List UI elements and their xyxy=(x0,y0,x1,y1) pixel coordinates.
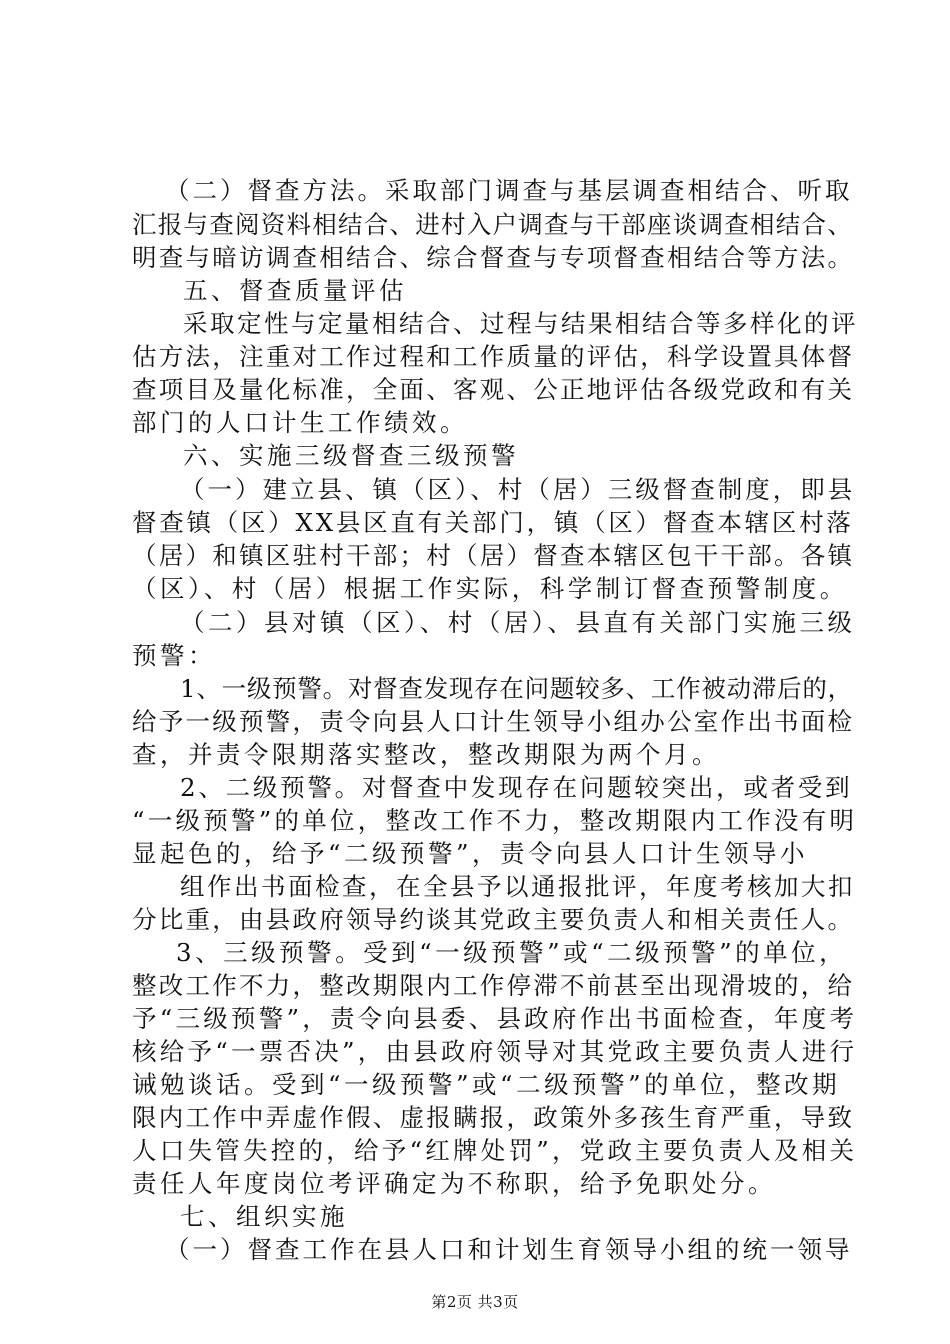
text-line: 1、一级预警。对督查发现存在问题较多、工作被动滞后的， xyxy=(180,674,853,703)
text-line: 整改工作不力，整改期限内工作停滞不前甚至出现滑坡的，给 xyxy=(132,971,855,1000)
text-line: 2、二级预警。对督查中发现存在问题较突出，或者受到 xyxy=(180,773,853,802)
text-line: 督查镇（区）XX县区直有关部门，镇（区）督查本辖区村落 xyxy=(132,508,854,537)
text-line: 显起色的，给予“二级预警”，责令向县人口计生领导小 xyxy=(132,839,809,868)
text-line: 查，并责令限期落实整改，整改期限为两个月。 xyxy=(132,740,720,769)
text-line: 人口失管失控的，给予“红牌处罚”，党政主要负责人及相关 xyxy=(132,1136,858,1165)
text-line: 限内工作中弄虚作假、虚报瞒报，政策外多孩生育严重，导致 xyxy=(132,1103,855,1132)
text-line: （区）、村（居）根据工作实际，科学制订督查预警制度。 xyxy=(132,574,848,603)
text-line: 予“三级预警”，责令向县委、县政府作出书面检查，年度考 xyxy=(132,1004,858,1033)
section-heading: 五、督查质量评估 xyxy=(183,276,407,305)
text-line: 诫勉谈话。受到“一级预警”或“二级预警”的单位，整改期 xyxy=(132,1070,841,1099)
text-line: 明查与暗访调查相结合、综合督查与专项督查相结合等方法。 xyxy=(132,243,855,272)
text-line: 给予一级预警，责令向县人口计生领导小组办公室作出书面检 xyxy=(132,707,855,736)
text-line: （一）建立县、镇（区）、村（居）三级督查制度，即县 xyxy=(180,475,856,504)
text-line: 组作出书面检查，在全县予以通报批评，年度考核加大扣 xyxy=(180,872,855,901)
section-heading: 六、实施三级督查三级预警 xyxy=(183,441,519,470)
text-line: 部门的人口计生工作绩效。 xyxy=(132,408,468,437)
text-line: 查项目及量化标准，全面、客观、公正地评估各级党政和有关 xyxy=(132,375,855,404)
text-line: 预警： xyxy=(132,641,216,670)
text-line: 采取定性与定量相结合、过程与结果相结合等多样化的评 xyxy=(183,309,858,338)
text-line: （居）和镇区驻村干部；村（居）督查本辖区包干干部。各镇 xyxy=(132,541,855,570)
text-line: （二）督查方法。采取部门调查与基层调查相结合、听取 xyxy=(165,176,853,205)
text-line: （二）县对镇（区）、村（居）、县直有关部门实施三级 xyxy=(180,608,856,637)
text-line: 核给予“一票否决”，由县政府领导对其党政主要负责人进行 xyxy=(132,1037,858,1066)
text-line: 责任人年度岗位考评确定为不称职，给予免职处分。 xyxy=(132,1169,776,1198)
text-line: “一级预警”的单位，整改工作不力，整改期限内工作没有明 xyxy=(132,806,858,835)
section-heading: 七、组织实施 xyxy=(180,1202,348,1231)
text-line: 3、三级预警。受到“一级预警”或“二级预警”的单位， xyxy=(176,938,848,967)
text-line: 分比重，由县政府领导约谈其党政主要负责人和相关责任人。 xyxy=(132,905,855,934)
page-footer: 第2页 共3页 xyxy=(431,1293,519,1311)
text-line: 汇报与查阅资料相结合、进村入户调查与干部座谈调查相结合、 xyxy=(132,210,853,239)
text-line: 估方法，注重对工作过程和工作质量的评估，科学设置具体督 xyxy=(132,342,855,371)
text-line: （一）督查工作在县人口和计划生育领导小组的统一领导 xyxy=(165,1235,853,1264)
